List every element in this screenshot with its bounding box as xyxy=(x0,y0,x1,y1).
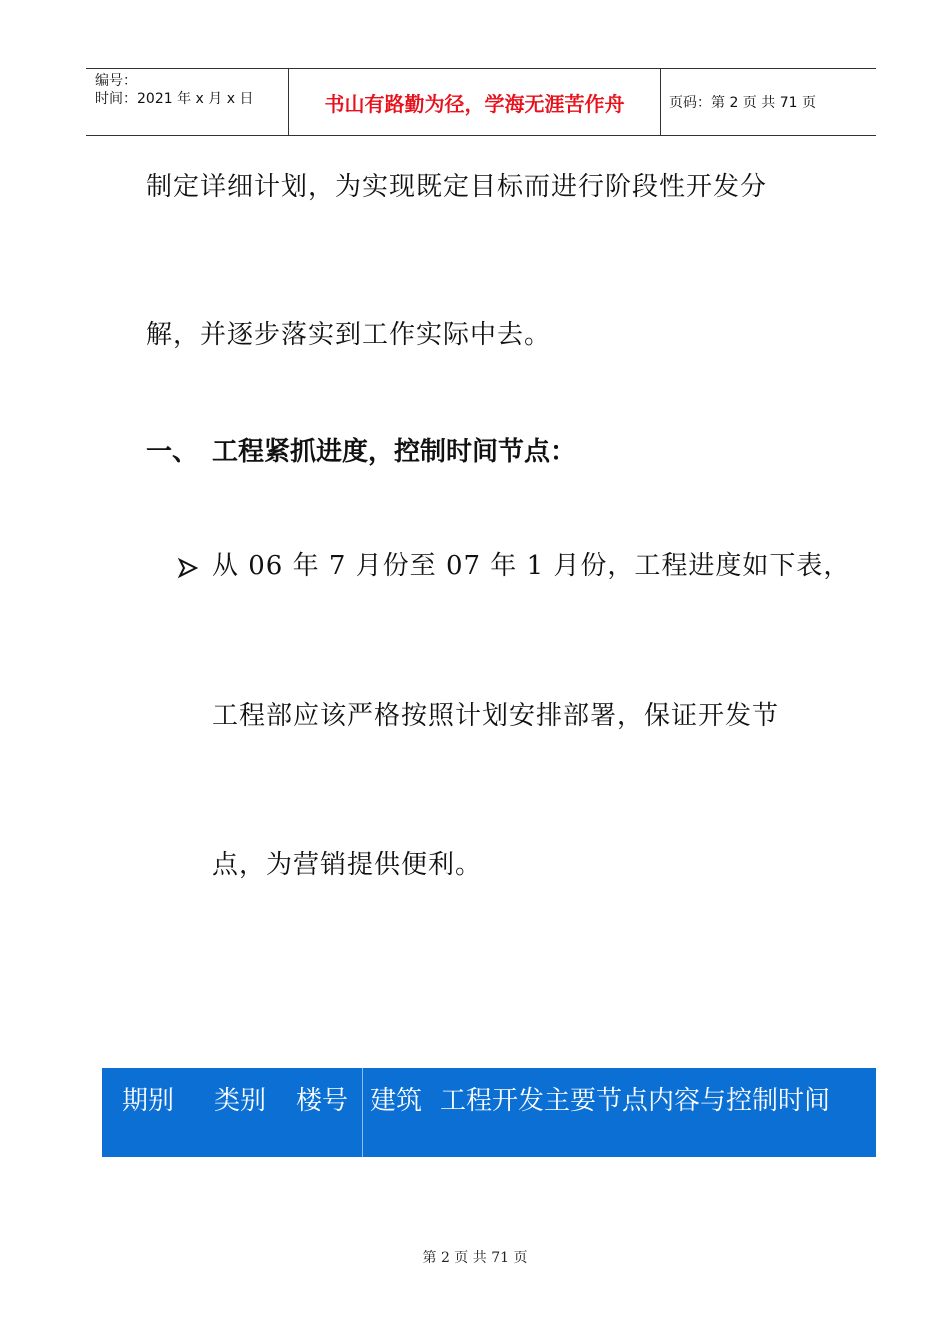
header-motto: 书山有路勤为径，学海无涯苦作舟 xyxy=(324,91,625,116)
body-line: 制定详细计划，为实现既定目标而进行阶段性开发分 xyxy=(146,172,768,202)
serial-number-label: 编号： xyxy=(95,73,137,89)
bullet-line: 工程部应该严格按照计划安排部署，保证开发节 xyxy=(212,701,780,731)
bullet-line: 从 06 年 7 月份至 07 年 1 月份，工程进度如下表， xyxy=(212,551,851,581)
column-header-category: 类别 xyxy=(214,1086,267,1116)
section-number: 一、 xyxy=(146,437,199,467)
page-header xyxy=(86,68,876,136)
header-page-info: 页码：第 2 页 共 71 页 xyxy=(669,95,816,111)
arrow-bullet-icon xyxy=(176,553,200,583)
body-line: 解，并逐步落实到工作实际中去。 xyxy=(146,320,552,350)
date-label: 时间：2021 年 x 月 x 日 xyxy=(95,91,254,107)
bullet-line: 点，为营销提供便利。 xyxy=(212,850,483,880)
section-title: 工程紧抓进度，控制时间节点： xyxy=(212,437,577,467)
header-meta xyxy=(86,69,288,135)
column-divider xyxy=(362,1068,363,1157)
section-heading xyxy=(146,437,576,467)
column-header-construction: 建筑 xyxy=(370,1086,423,1116)
column-header-milestones: 工程开发主要节点内容与控制时间 xyxy=(440,1086,831,1116)
table-header xyxy=(102,1068,876,1157)
column-header-building-no: 楼号 xyxy=(296,1086,349,1116)
page-footer: 第 2 页 共 71 页 xyxy=(422,1250,528,1266)
column-header-period: 期别 xyxy=(122,1086,175,1116)
